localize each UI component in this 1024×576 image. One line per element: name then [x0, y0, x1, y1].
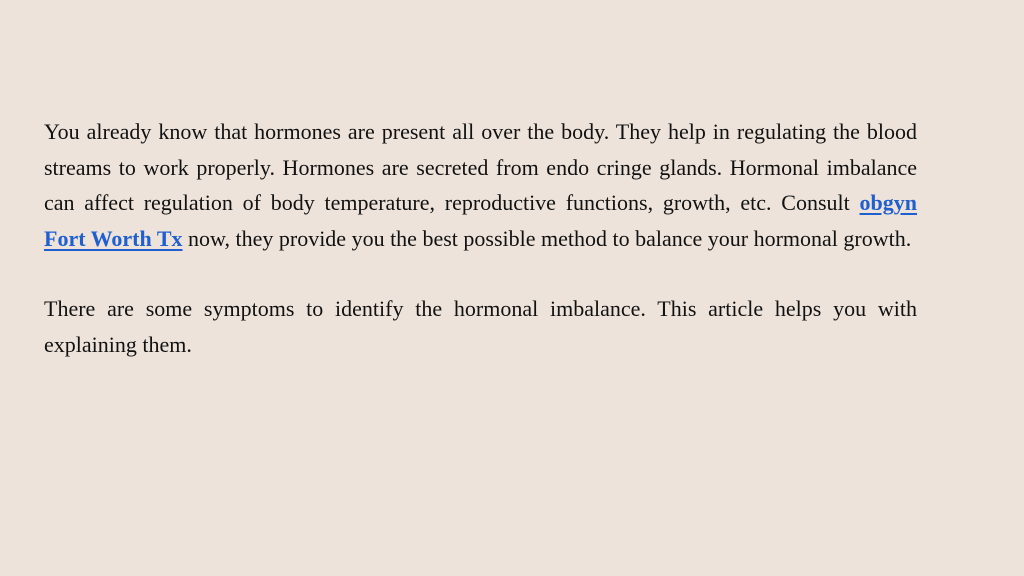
intro-paragraph — [44, 114, 917, 256]
intro-text-continued: now, they provide you the best possible method to balance your hormonal growth. — [182, 225, 912, 251]
intro-text: You already know that hormones are present all over the body. They help in regulating the blood streams to work properly. Hormones are secreted from endo cringe glands. Hormonal imbalance can affect regulation of body temperature, reproductive functions, growth, etc. Consult — [44, 119, 917, 215]
article-body — [44, 114, 917, 362]
obgyn-fort-worth-link[interactable]: obgyn Fort Worth Tx — [44, 190, 917, 251]
symptoms-paragraph: There are some symptoms to identify the hormonal imbalance. This article helps you with explaining them. — [44, 296, 917, 357]
